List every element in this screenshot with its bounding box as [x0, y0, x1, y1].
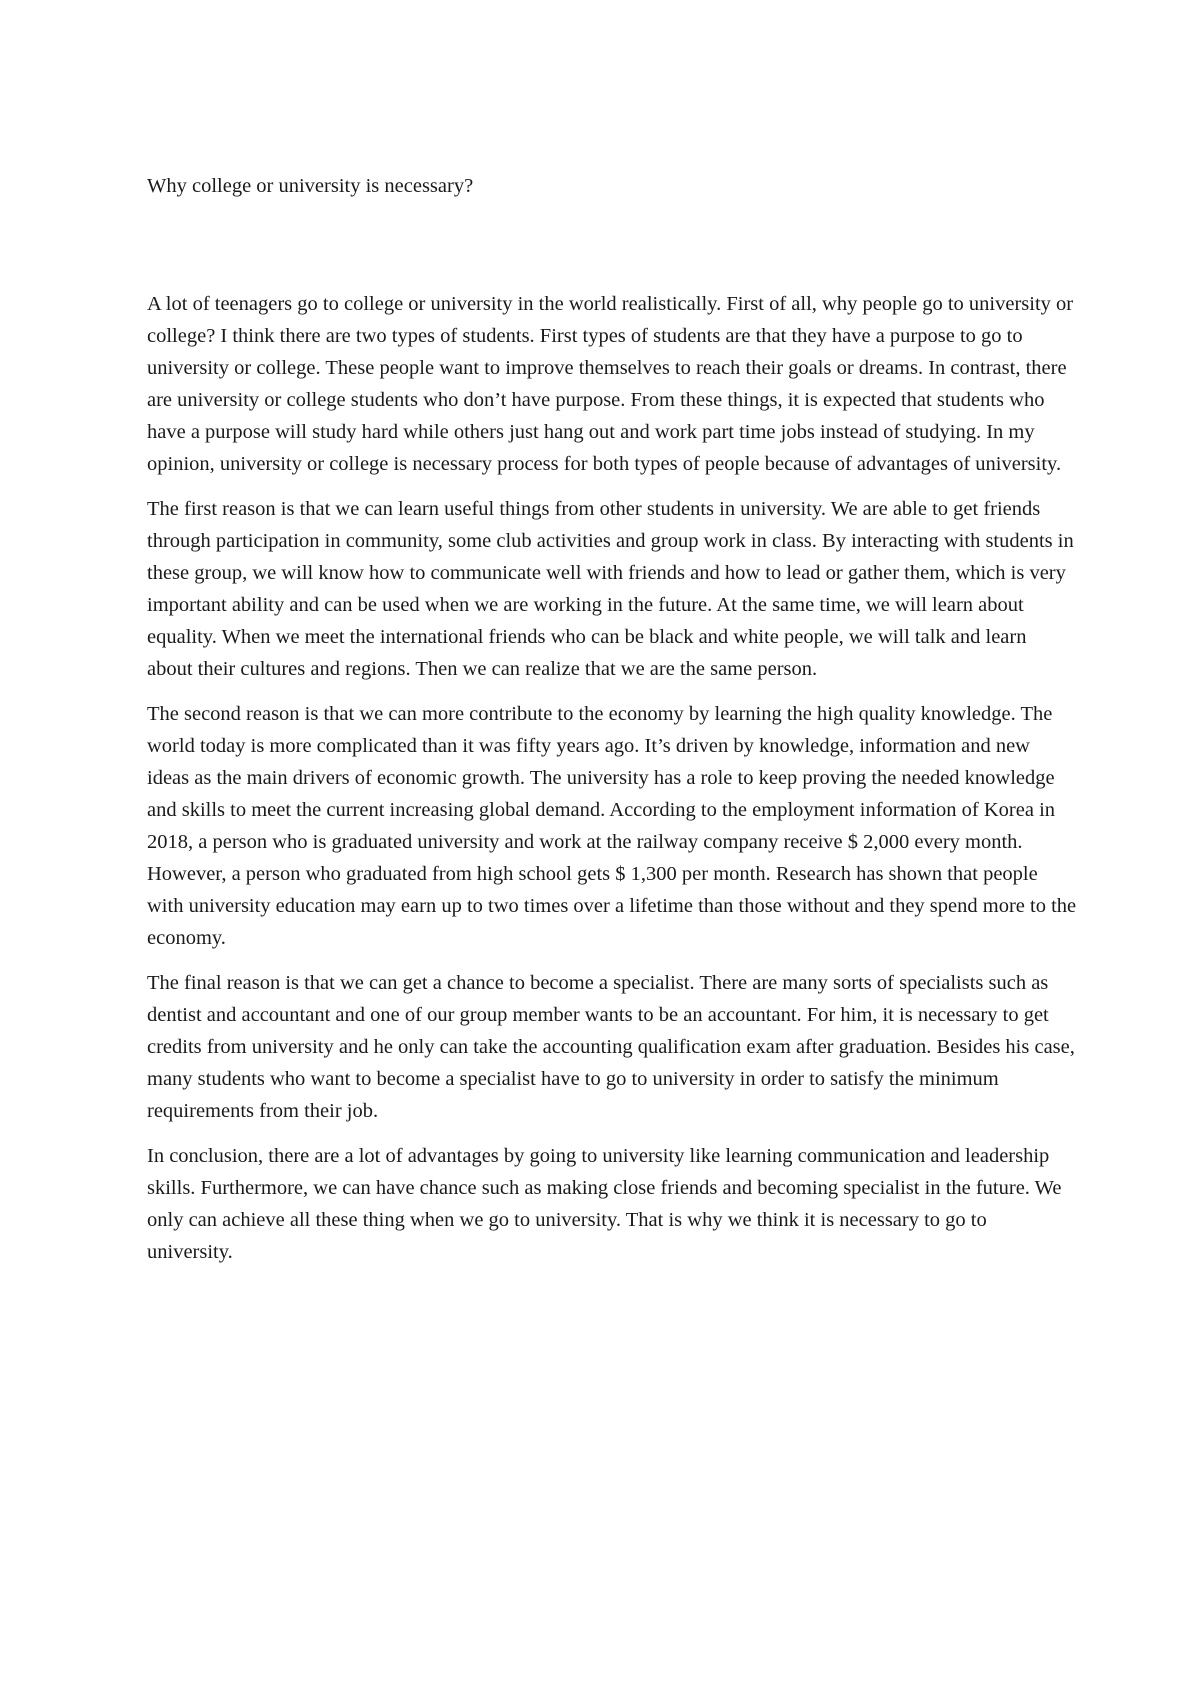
paragraph-introduction: A lot of teenagers go to college or university in the world realistically. First of all, why people go to university or college? I think there are two types of students. First types of students are that they have a purpose to go to university or college. These people want to improve themselves to reach their goals or dreams. In contrast, there are university or college students who don’t have purpose. From these things, it is expected that students who have a purpose will study hard while others just hang out and work part time jobs instead of studying. In my opinion, university or college is necessary process for both types of people because of advantages of university. [147, 293, 1074, 475]
paragraph-conclusion: In conclusion, there are a lot of advantages by going to university like learning communication and leadership skills. Furthermore, we can have chance such as making close friends and becoming specialist in the future. We only can achieve all these thing when we go to university. That is why we think it is necessary to go to university. [147, 1145, 1062, 1263]
paragraph-second-reason: The second reason is that we can more contribute to the economy by learning the high quality knowledge. The world today is more complicated than it was fifty years ago. It’s driven by knowledge, information and new ideas as the main drivers of economic growth. The university has a role to keep proving the needed knowledge and skills to meet the current increasing global demand. According to the employment information of Korea in 2018, a person who is graduated university and work at the railway company receive $ 2,000 every month. However, a person who graduated from high school gets $ 1,300 per month. Research has shown that people with university education may earn up to two times over a lifetime than those without and they spend more to the economy. [147, 703, 1077, 949]
document-title: Why college or university is necessary? [147, 175, 474, 197]
paragraph-final-reason: The final reason is that we can get a chance to become a specialist. There are many sorts of specialists such as dentist and accountant and one of our group member wants to be an accountant. For him, it is necessary to get credits from university and he only can take the accounting qualification exam after graduation. Besides his case, many students who want to become a specialist have to go to university in order to satisfy the minimum requirements from their job. [147, 972, 1075, 1122]
paragraph-first-reason: The first reason is that we can learn useful things from other students in university. We are able to get friends through participation in community, some club activities and group work in class. By interacting with students in these group, we will know how to communicate well with friends and how to lead or gather them, which is very important ability and can be used when we are working in the future. At the same time, we will learn about equality. When we meet the international friends who can be black and white people, we will talk and learn about their cultures and regions. Then we can realize that we are the same person. [147, 498, 1074, 680]
document-body [147, 170, 1077, 1281]
